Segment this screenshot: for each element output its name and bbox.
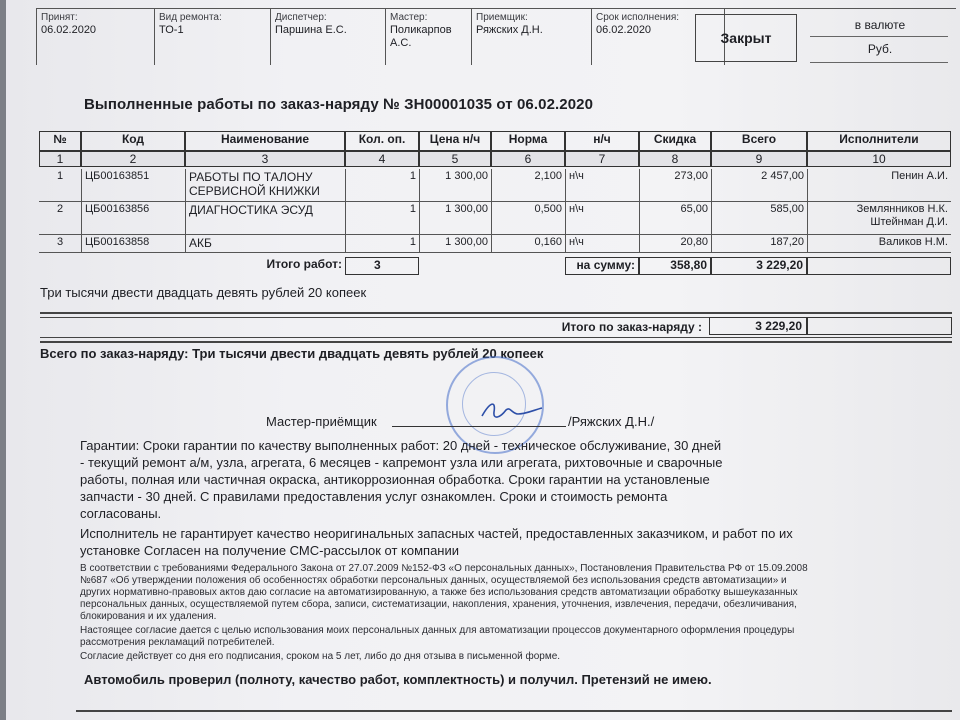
signature-label: Мастер-приёмщик	[266, 414, 377, 429]
row-executor-1: Землянников Н.К.	[856, 203, 948, 215]
consent-line: Настоящее согласие дается с целью использования моих персональных данных для автоматизации процессов документарного оформления процедуры	[80, 625, 795, 636]
table-summary-row	[39, 257, 951, 275]
accepted-cell	[36, 9, 154, 65]
row-name-line2: СЕРВИСНОЙ КНИЖКИ	[189, 184, 320, 198]
summary-label: Итого работ:	[266, 257, 342, 271]
order-total-in-words: Всего по заказ-наряду: Три тысячи двести двадцать девять рублей 20 копеек	[40, 346, 544, 361]
table-numbers-row	[39, 151, 951, 167]
col-number-5: 5	[419, 151, 491, 167]
consent-line: персональных данных, осуществляемой путем сбора, записи, систематизации, накопления, хранения, уточнения, извлечения, передачи, обезличивания,	[80, 599, 797, 610]
col-header-number: №	[39, 131, 81, 151]
summary-sum-label: на сумму:	[565, 257, 639, 275]
row-number: 1	[56, 170, 64, 182]
col-number-6: 6	[491, 151, 565, 167]
deadline-label: Срок исполнения:	[596, 12, 680, 23]
row-total: 187,20	[711, 235, 807, 252]
row-qty: 1	[345, 202, 419, 234]
col-number-8: 8	[639, 151, 711, 167]
currency-value: Руб.	[867, 42, 893, 56]
handwritten-signature	[476, 396, 546, 426]
col-header-norm: Норма	[491, 131, 565, 151]
row-total: 2 457,00	[711, 169, 807, 201]
accepted-value: 06.02.2020	[41, 24, 97, 36]
warranty-line: работы, полная или частичная окраска, антикоррозионная обработка. Сроки гарантии на установленые	[80, 472, 710, 487]
page-title: Выполненные работы по заказ-наряду № ЗН00001035 от 06.02.2020	[84, 96, 594, 113]
master-value-line2: А.С.	[390, 37, 412, 49]
col-number-10: 10	[807, 151, 951, 167]
deadline-value: 06.02.2020	[596, 24, 652, 36]
table-row	[39, 169, 951, 202]
row-price: 1 300,00	[419, 202, 491, 234]
dispatcher-cell	[270, 9, 385, 65]
row-number: 3	[56, 236, 64, 248]
final-statement: Автомобиль проверил (полноту, качество работ, комплектность) и получил. Претензий не имею.	[84, 672, 712, 687]
receiver-cell	[471, 9, 591, 65]
dispatcher-label: Диспетчер:	[275, 12, 327, 23]
summary-total: 3 229,20	[711, 257, 807, 275]
repair-type-label: Вид ремонта:	[159, 12, 222, 23]
row-unit: н\ч	[565, 235, 639, 252]
row-code: ЦБ00163858	[81, 235, 185, 252]
disclaimer-line: установке Согласен на получение СМС-рассылок от компании	[80, 543, 460, 558]
currency-underline	[810, 62, 948, 63]
signature-line	[392, 426, 566, 427]
amount-in-words: Три тысячи двести двадцать девять рублей 20 копеек	[40, 285, 367, 300]
row-name: АКБ	[185, 235, 345, 252]
row-code: ЦБ00163851	[81, 169, 185, 201]
disclaimer-line: Исполнитель не гарантирует качество неоригинальных запасных частей, предоставленных заказчиком, и работ по их	[80, 526, 793, 541]
document-page	[6, 0, 960, 720]
col-header-discount: Скидка	[639, 131, 711, 151]
master-value-line1: Поликарпов	[390, 24, 452, 36]
row-norm: 0,500	[491, 202, 565, 234]
row-executors	[807, 202, 951, 234]
summary-count: 3	[345, 257, 419, 275]
order-total-value: 3 229,20	[709, 317, 807, 335]
warranty-line: Гарантии: Сроки гарантии по качеству выполненных работ: 20 дней - техническое обслуживание, 30 дней	[80, 438, 722, 453]
col-header-name: Наименование	[185, 131, 345, 151]
table-row	[39, 235, 951, 253]
row-price: 1 300,00	[419, 169, 491, 201]
row-discount: 273,00	[639, 169, 711, 201]
row-norm: 2,100	[491, 169, 565, 201]
row-name-line1: РАБОТЫ ПО ТАЛОНУ	[189, 170, 313, 184]
order-total-empty-cell	[807, 317, 952, 335]
master-label: Мастер:	[390, 12, 428, 23]
col-number-3: 3	[185, 151, 345, 167]
row-executor-2: Штейнман Д.И.	[870, 216, 948, 228]
row-qty: 1	[345, 169, 419, 201]
status-badge: Закрыт	[695, 14, 797, 62]
col-header-code: Код	[81, 131, 185, 151]
summary-discount: 358,80	[639, 257, 711, 275]
accepted-label: Принят:	[41, 12, 78, 23]
consent-line: рассмотрения рекламаций потребителей.	[80, 637, 275, 648]
row-code: ЦБ00163856	[81, 202, 185, 234]
row-name	[185, 169, 345, 201]
col-header-unit: н/ч	[565, 131, 639, 151]
col-header-price: Цена н/ч	[419, 131, 491, 151]
dispatcher-value: Паршина Е.С.	[275, 24, 347, 36]
table-row	[39, 202, 951, 235]
currency-divider	[810, 36, 948, 37]
summary-empty-cell	[807, 257, 951, 275]
row-name	[185, 202, 345, 234]
row-name-line1: ДИАГНОСТИКА ЭСУД	[189, 203, 313, 217]
table-header-row	[39, 131, 951, 151]
warranty-line: - текущий ремонт а/м, узла, агрегата, 6 месяцев - капремонт узла или агрегата, рихтовочные и сварочные	[80, 455, 723, 470]
col-number-7: 7	[565, 151, 639, 167]
row-norm: 0,160	[491, 235, 565, 252]
bottom-rule	[76, 710, 952, 712]
row-executors	[807, 169, 951, 201]
consent-line: блокирования и их удаления.	[80, 611, 217, 622]
divider-bottom	[40, 337, 952, 343]
col-number-4: 4	[345, 151, 419, 167]
col-header-total: Всего	[711, 131, 807, 151]
repair-type-value: ТО-1	[159, 24, 184, 36]
col-header-executors: Исполнители	[807, 131, 951, 151]
col-number-2: 2	[81, 151, 185, 167]
currency-label: в валюте	[854, 18, 906, 32]
row-executors: Валиков Н.М.	[807, 235, 951, 252]
receiver-label: Приемщик:	[476, 12, 528, 23]
signature-name: /Ряжских Д.Н./	[568, 414, 655, 429]
order-total-label: Итого по заказ-наряду :	[561, 320, 702, 334]
row-price: 1 300,00	[419, 235, 491, 252]
consent-line: Согласие действует со дня его подписания, сроком на 5 лет, либо до дня отзыва в письменной форме.	[80, 651, 561, 662]
repair-type-cell	[154, 9, 270, 65]
col-number-9: 9	[711, 151, 807, 167]
row-discount: 65,00	[639, 202, 711, 234]
col-header-qty: Кол. оп.	[345, 131, 419, 151]
row-total: 585,00	[711, 202, 807, 234]
warranty-line: запчасти - 30 дней. С правилами предоставления услуг ознакомлен. Сроки и стоимость ремонта	[80, 489, 668, 504]
row-qty: 1	[345, 235, 419, 252]
consent-line: №687 «Об утверждении положения об особенностях обработки персональных данных, осуществляемой без использования средств автоматизации» и	[80, 575, 787, 586]
row-unit: н\ч	[565, 202, 639, 234]
row-unit: н\ч	[565, 169, 639, 201]
warranty-line: согласованы.	[80, 506, 162, 521]
master-cell	[385, 9, 471, 65]
row-executor-1: Пенин А.И.	[891, 170, 948, 182]
consent-line: В соответствии с требованиями Федерального Закона от 27.07.2009 №152-ФЗ «О персональных данных», Постановления Правительства РФ от 15.09.2008	[80, 563, 808, 574]
consent-line: других нормативно-правовых актов даю согласие на автоматизированную, а также без использования средств автоматизации обработку вышеуказанных	[80, 587, 798, 598]
row-discount: 20,80	[639, 235, 711, 252]
col-number-1: 1	[39, 151, 81, 167]
row-number: 2	[56, 203, 64, 215]
receiver-value: Ряжских Д.Н.	[476, 24, 543, 36]
